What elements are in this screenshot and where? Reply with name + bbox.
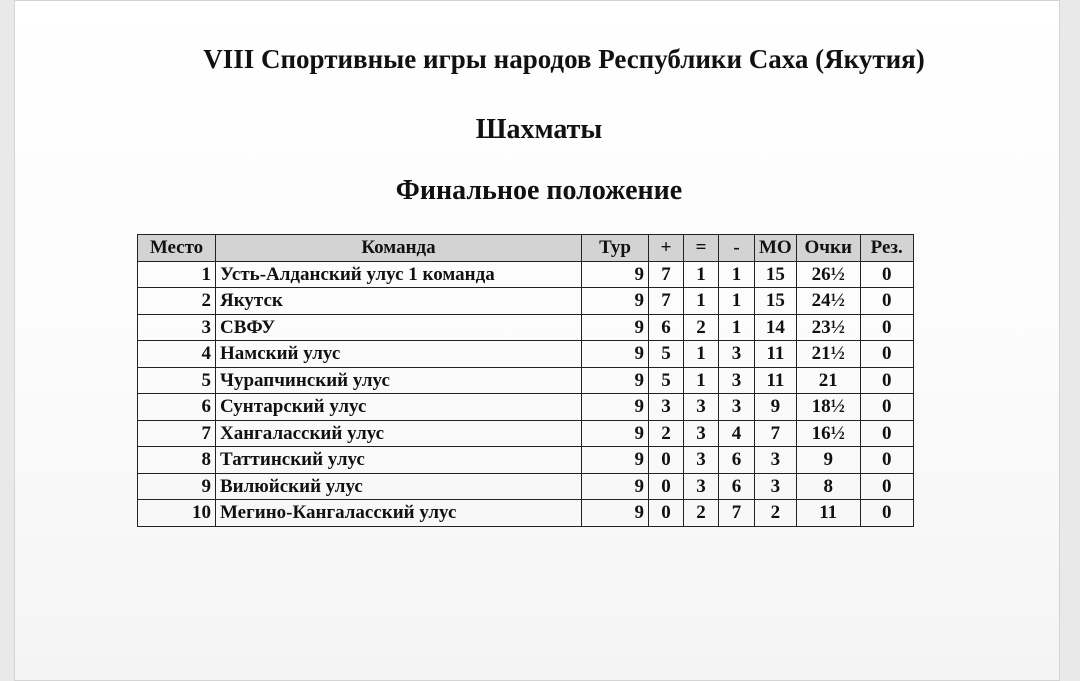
cell-rounds: 9 <box>582 367 649 394</box>
cell-mo: 7 <box>755 420 797 447</box>
cell-rounds: 9 <box>582 341 649 368</box>
cell-losses: 1 <box>719 261 755 288</box>
cell-mo: 9 <box>755 394 797 421</box>
cell-wins: 5 <box>649 341 684 368</box>
cell-losses: 3 <box>719 367 755 394</box>
header-reserve: Рез. <box>860 235 913 262</box>
cell-wins: 3 <box>649 394 684 421</box>
standings-table <box>137 234 914 527</box>
cell-reserve: 0 <box>860 367 913 394</box>
cell-mo: 11 <box>755 341 797 368</box>
cell-reserve: 0 <box>860 500 913 527</box>
cell-wins: 5 <box>649 367 684 394</box>
cell-reserve: 0 <box>860 288 913 315</box>
cell-wins: 0 <box>649 500 684 527</box>
cell-place: 8 <box>138 447 216 474</box>
cell-losses: 6 <box>719 447 755 474</box>
table-row <box>138 420 914 447</box>
cell-team: СВФУ <box>216 314 582 341</box>
cell-wins: 0 <box>649 447 684 474</box>
cell-rounds: 9 <box>582 394 649 421</box>
cell-mo: 15 <box>755 261 797 288</box>
section-title: Финальное положение <box>395 175 683 206</box>
cell-place: 2 <box>138 288 216 315</box>
table-row <box>138 341 914 368</box>
cell-points: 8 <box>796 473 860 500</box>
cell-reserve: 0 <box>860 341 913 368</box>
cell-rounds: 9 <box>582 261 649 288</box>
header-wins: + <box>649 235 684 262</box>
cell-reserve: 0 <box>860 261 913 288</box>
cell-draws: 3 <box>684 394 719 421</box>
cell-points: 18½ <box>796 394 860 421</box>
cell-team: Хангаласский улус <box>216 420 582 447</box>
cell-wins: 2 <box>649 420 684 447</box>
table-row <box>138 288 914 315</box>
cell-points: 21½ <box>796 341 860 368</box>
cell-mo: 15 <box>755 288 797 315</box>
cell-points: 16½ <box>796 420 860 447</box>
cell-draws: 2 <box>684 500 719 527</box>
cell-points: 26½ <box>796 261 860 288</box>
cell-place: 7 <box>138 420 216 447</box>
cell-rounds: 9 <box>582 500 649 527</box>
cell-points: 11 <box>796 500 860 527</box>
table-row <box>138 473 914 500</box>
cell-place: 4 <box>138 341 216 368</box>
table-header-row <box>138 235 914 262</box>
cell-team: Таттинский улус <box>216 447 582 474</box>
table-row <box>138 447 914 474</box>
document-subtitle: Шахматы <box>475 114 603 145</box>
cell-reserve: 0 <box>860 473 913 500</box>
cell-rounds: 9 <box>582 420 649 447</box>
cell-team: Чурапчинский улус <box>216 367 582 394</box>
cell-place: 10 <box>138 500 216 527</box>
header-team: Команда <box>216 235 582 262</box>
cell-mo: 14 <box>755 314 797 341</box>
table-row <box>138 261 914 288</box>
cell-reserve: 0 <box>860 314 913 341</box>
cell-losses: 6 <box>719 473 755 500</box>
cell-draws: 3 <box>684 447 719 474</box>
cell-draws: 3 <box>684 473 719 500</box>
cell-rounds: 9 <box>582 447 649 474</box>
cell-points: 24½ <box>796 288 860 315</box>
cell-place: 3 <box>138 314 216 341</box>
cell-wins: 0 <box>649 473 684 500</box>
cell-mo: 2 <box>755 500 797 527</box>
cell-wins: 7 <box>649 261 684 288</box>
cell-draws: 1 <box>684 367 719 394</box>
cell-reserve: 0 <box>860 394 913 421</box>
cell-team: Сунтарский улус <box>216 394 582 421</box>
header-rounds: Тур <box>582 235 649 262</box>
cell-rounds: 9 <box>582 288 649 315</box>
header-mo: МО <box>755 235 797 262</box>
document-title: VIII Спортивные игры народов Республики Саха (Якутия) <box>203 44 925 74</box>
cell-place: 9 <box>138 473 216 500</box>
cell-losses: 3 <box>719 341 755 368</box>
cell-wins: 7 <box>649 288 684 315</box>
header-draws: = <box>684 235 719 262</box>
table-header <box>138 235 914 262</box>
cell-draws: 1 <box>684 341 719 368</box>
header-place: Место <box>138 235 216 262</box>
cell-points: 9 <box>796 447 860 474</box>
cell-draws: 3 <box>684 420 719 447</box>
cell-place: 1 <box>138 261 216 288</box>
cell-losses: 1 <box>719 314 755 341</box>
table-row <box>138 500 914 527</box>
cell-mo: 3 <box>755 447 797 474</box>
cell-mo: 11 <box>755 367 797 394</box>
cell-draws: 2 <box>684 314 719 341</box>
cell-losses: 1 <box>719 288 755 315</box>
cell-reserve: 0 <box>860 447 913 474</box>
cell-rounds: 9 <box>582 473 649 500</box>
cell-wins: 6 <box>649 314 684 341</box>
header-losses: - <box>719 235 755 262</box>
cell-draws: 1 <box>684 288 719 315</box>
cell-team: Якутск <box>216 288 582 315</box>
cell-rounds: 9 <box>582 314 649 341</box>
cell-losses: 4 <box>719 420 755 447</box>
cell-place: 6 <box>138 394 216 421</box>
table-body <box>138 261 914 526</box>
header-points: Очки <box>796 235 860 262</box>
cell-points: 23½ <box>796 314 860 341</box>
cell-place: 5 <box>138 367 216 394</box>
cell-team: Мегино-Кангаласский улус <box>216 500 582 527</box>
cell-team: Намский улус <box>216 341 582 368</box>
table-row <box>138 394 914 421</box>
cell-losses: 3 <box>719 394 755 421</box>
cell-team: Усть-Алданский улус 1 команда <box>216 261 582 288</box>
cell-team: Вилюйский улус <box>216 473 582 500</box>
cell-mo: 3 <box>755 473 797 500</box>
cell-losses: 7 <box>719 500 755 527</box>
table-row <box>138 314 914 341</box>
cell-draws: 1 <box>684 261 719 288</box>
table-row <box>138 367 914 394</box>
cell-reserve: 0 <box>860 420 913 447</box>
cell-points: 21 <box>796 367 860 394</box>
